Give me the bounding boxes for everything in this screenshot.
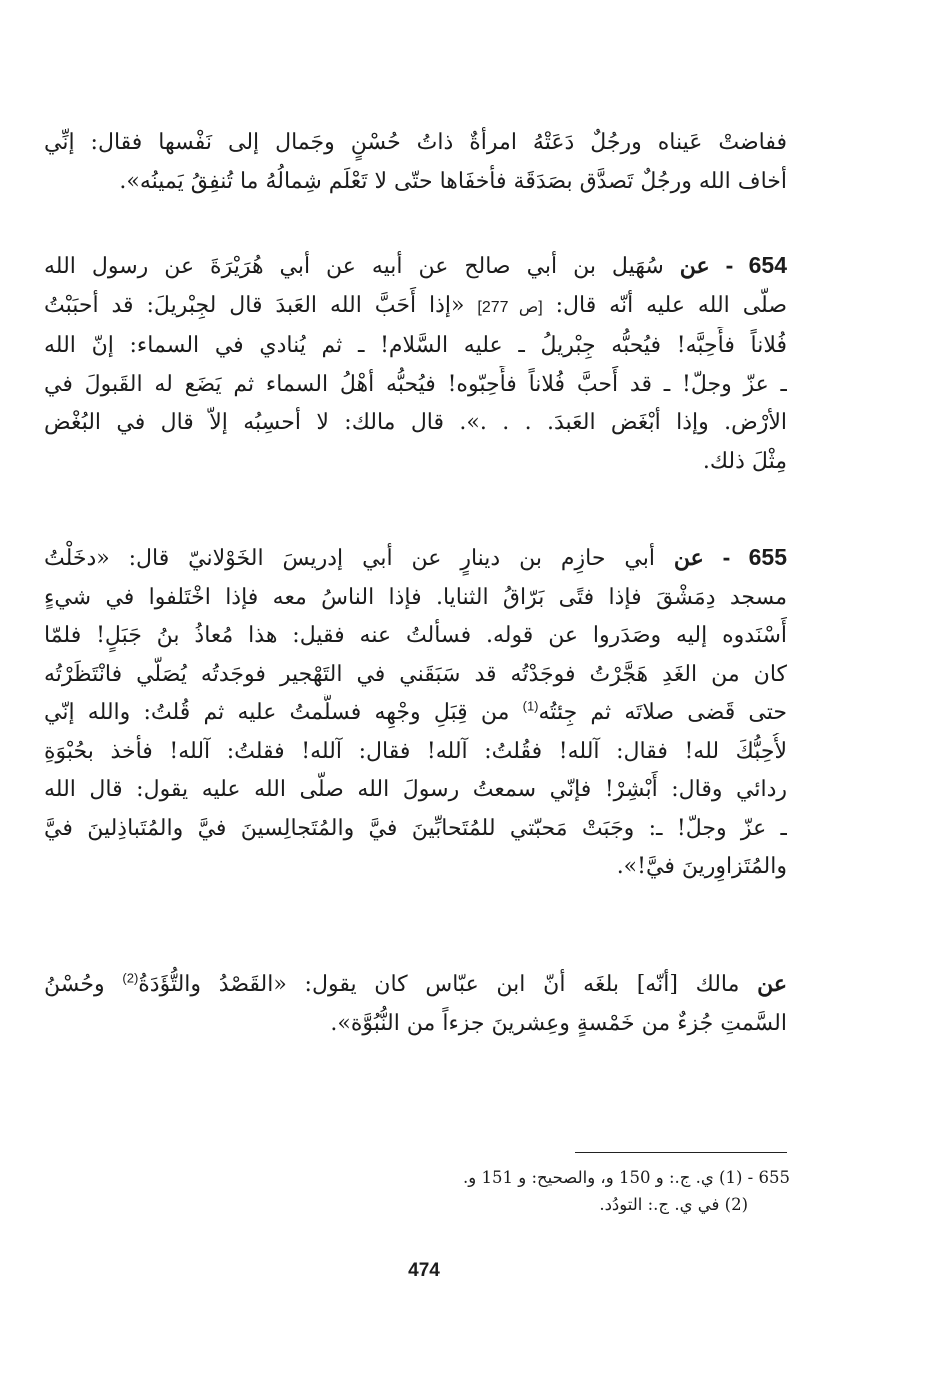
hadith-655 bbox=[44, 538, 787, 887]
hadith-655-line-5 bbox=[44, 694, 787, 733]
text-line: أخاف الله ورجُلٌ تَصدَّق بصَدَقَة فأخفَاها حتّى لا تَعْلَم شِمالُهُ ما تُنفِقُ يَمينُه». bbox=[119, 168, 787, 194]
hadith-655-line-1 bbox=[44, 538, 787, 579]
hadith-654-line-1 bbox=[44, 246, 787, 287]
text-line: لأُحِبُّكَ لله! فقال: آلله! فقُلتُ: آلله! فقال: آلله! فقلتُ: آلله! فأخذ بحُبْوَةِ bbox=[44, 738, 787, 764]
paragraph-malik bbox=[44, 965, 787, 1043]
hadith-number: 654 - bbox=[725, 252, 787, 278]
text-line: أَسْنَدوه إليه وصَدَروا عن قوله. فسألتُ عنه فقيل: هذا مُعاذُ بنُ جَبَلٍ! فلمّا bbox=[44, 623, 787, 648]
text-line: السَّمتِ جُزءٌ من خَمْسةٍ وعِشرينَ جزءاً من النُّبُوَّة». bbox=[330, 1010, 787, 1036]
malik-line-1 bbox=[44, 965, 787, 1005]
hadith-number: 655 - bbox=[722, 544, 787, 570]
paragraph-lead-word: عن bbox=[757, 971, 787, 997]
text-line: ردائي وقال: أَبْشِرْ! فإنّي سمعتُ رسولَ الله صلّى الله عليه يقول: قال الله bbox=[44, 777, 787, 802]
text-segment: «إذا أَحَبَّ الله العَبدَ قال لجِبْريلَ: قد أحبَبْتُ bbox=[44, 292, 465, 318]
paragraph-continuation bbox=[44, 124, 787, 201]
text-segment: سُهَيل بن أبي صالح عن أبيه عن أبي هُرَيْرَةَ عن رسول الله bbox=[44, 254, 664, 279]
text-segment: مالك [أنّه] بلغَه أنّ ابن عبّاس كان يقول: «القَصْدُ والتُّؤَدَةُ bbox=[138, 972, 740, 997]
text-line: كان من الغَدِ هَجَّرْتُ فوجَدْتُه قد سَبَقَني في التَهْجير فوجَدتُه يُصَلّي فانْتَظَرْتُه bbox=[44, 661, 787, 687]
footnote-marker: (2) bbox=[122, 970, 139, 986]
text-line: فُلاناً فأَحِبَّه! فيُحبُّه جِبْريلُ ـ عليه السَّلام! ـ ثم يُنادي في السماء: إنّ الله bbox=[44, 333, 787, 358]
footnote-2: (2) في ي. ج.: التودُد. bbox=[599, 1195, 748, 1214]
text-segment: وحُسْنُ bbox=[44, 972, 105, 997]
text-segment: صلّى الله عليه أنّه قال: bbox=[555, 292, 787, 318]
page-reference: [ص 277] bbox=[477, 298, 543, 316]
text-line: الأرْض. وإذا أبْغَض العَبدَ. . . .». قال مالك: لا أحسِبُه إلاّ قال في البُغْض bbox=[44, 410, 787, 435]
hadith-654 bbox=[44, 246, 787, 481]
text-line: ففاضتْ عَيناه ورجُلٌ دَعَتْهُ امرأةٌ ذاتُ حُسْنٍ وجَمال إلى نَفْسها فقال: إنِّي bbox=[44, 130, 787, 155]
text-line: والمُتَزاوِرينَ فيَّ!». bbox=[616, 854, 787, 879]
text-line: مِثْلَ ذلك. bbox=[702, 448, 787, 474]
footnote-marker: (1) bbox=[522, 698, 539, 714]
text-segment: من قِبَلِ وجْهِه فسلَّمتُ عليه ثم قُلتُ: والله إنّي bbox=[44, 700, 510, 725]
hadith-654-line-2 bbox=[44, 287, 787, 328]
footnote-1: 655 - (1) ي. ج.: و 150 و، والصحيح: و 151 و. bbox=[463, 1168, 790, 1187]
text-segment: حتى قَضى صلاتَه ثم جِئتُه bbox=[538, 700, 787, 725]
footnotes bbox=[300, 1164, 790, 1218]
hadith-lead-word: عن bbox=[673, 545, 704, 571]
page-number: 474 bbox=[408, 1260, 440, 1281]
hadith-lead-word: عن bbox=[679, 253, 710, 279]
text-line: ـ عزّ وجلّ! ـ قد أَحبَّ فُلاناً فأَحِبّوه! فيُحبُّه أهْلُ السماء ثم يَضَع له القَبولَ في bbox=[44, 371, 787, 397]
text-line: مسجد دِمَشْقَ فإذا فتًى بَرّاقُ الثنايا. فإذا الناسُ معه فإذا اخْتَلفوا في شيءٍ bbox=[44, 584, 787, 610]
text-line: ـ عزّ وجلّ! ـ: وجَبَتْ مَحبّتي للمُتَحابِّينَ فيَّ والمُتَجالِسينَ فيَّ والمُتَباذِلينَ فيَّ bbox=[44, 815, 787, 841]
footnote-divider bbox=[575, 1152, 787, 1153]
text-segment: أبي حازِم بن دينارٍ عن أبي إدريسَ الخَوْلانيّ قال: «دخَلْتُ bbox=[44, 546, 655, 571]
